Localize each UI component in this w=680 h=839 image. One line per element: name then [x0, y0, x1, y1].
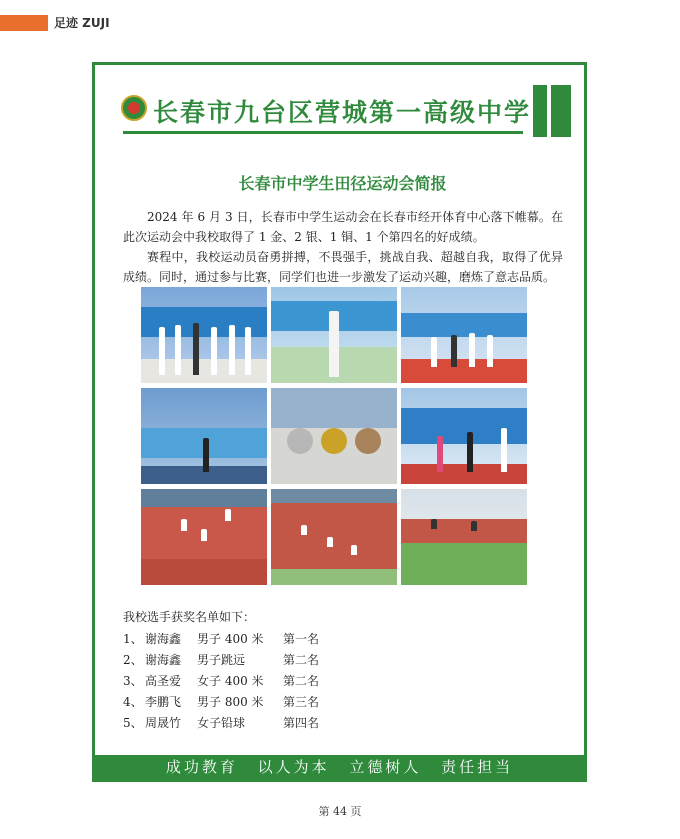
- photo-track-field: [401, 489, 527, 585]
- article-title: 长春市中学生田径运动会简报: [238, 174, 447, 193]
- award-number: 1、: [123, 632, 143, 646]
- section-tab: [0, 15, 48, 31]
- award-place: 第二名: [283, 653, 320, 667]
- school-logo-icon: [121, 95, 147, 121]
- award-place: 第二名: [283, 674, 320, 688]
- award-place: 第一名: [283, 632, 320, 646]
- award-event: 女子铅球: [197, 716, 246, 730]
- award-number: 4、: [123, 695, 143, 709]
- list-item: [123, 629, 319, 650]
- list-item: [123, 692, 319, 713]
- article-paragraph: 2024 年 6 月 3 日，长春市中学生运动会在长春市经开体育中心落下帷幕。在此次运动会中我校取得了 1 金、2 银、1 铜、1 个第四名的好成绩。: [123, 210, 563, 244]
- awards-heading: 我校选手获奖名单如下：: [123, 610, 256, 624]
- list-item: [123, 650, 319, 671]
- header-divider: [123, 131, 523, 134]
- footer-banner: [95, 755, 584, 779]
- award-number: 5、: [123, 716, 143, 730]
- photo-medal-ceremony: [401, 388, 527, 484]
- award-place: 第四名: [283, 716, 320, 730]
- photo-team-podium: [141, 287, 267, 383]
- award-athlete: 谢海鑫: [145, 653, 182, 667]
- photo-medals: [271, 388, 397, 484]
- award-event: 男子 400 米: [197, 632, 264, 646]
- page-frame: [92, 62, 587, 782]
- list-item: [123, 713, 319, 734]
- award-athlete: 高圣爱: [145, 674, 182, 688]
- award-number: 2、: [123, 653, 143, 667]
- awards-list: [123, 629, 319, 734]
- award-place: 第三名: [283, 695, 320, 709]
- header-bar-decoration: [533, 85, 547, 137]
- photo-athlete-stadium: [271, 287, 397, 383]
- list-item: [123, 671, 319, 692]
- award-athlete: 周晟竹: [145, 716, 182, 730]
- award-event: 女子 400 米: [197, 674, 264, 688]
- photo-track-race: [271, 489, 397, 585]
- photo-stage-banner: [141, 388, 267, 484]
- award-athlete: 李鹏飞: [145, 695, 182, 709]
- section-label: 足迹 ZUJI: [54, 16, 110, 30]
- footer-slogan: 成功教育 以人为本 立德树人 责任担当: [165, 758, 514, 776]
- school-header: [115, 83, 570, 141]
- header-bar-decoration: [551, 85, 571, 137]
- award-event: 男子 800 米: [197, 695, 264, 709]
- school-name: 长春市九台区营城第一高级中学: [153, 98, 532, 127]
- award-event: 男子跳远: [197, 653, 246, 667]
- award-number: 3、: [123, 674, 143, 688]
- photo-award-podium: [401, 287, 527, 383]
- award-athlete: 谢海鑫: [145, 632, 182, 646]
- article-paragraph: 赛程中，我校运动员奋勇拼搏，不畏强手，挑战自我、超越自我，取得了优异成绩。同时，通过参与比赛，同学们也进一步激发了运动兴趣，磨炼了意志品质。: [123, 250, 563, 284]
- photo-track-start: [141, 489, 267, 585]
- page-number: 第 44 页: [318, 805, 362, 818]
